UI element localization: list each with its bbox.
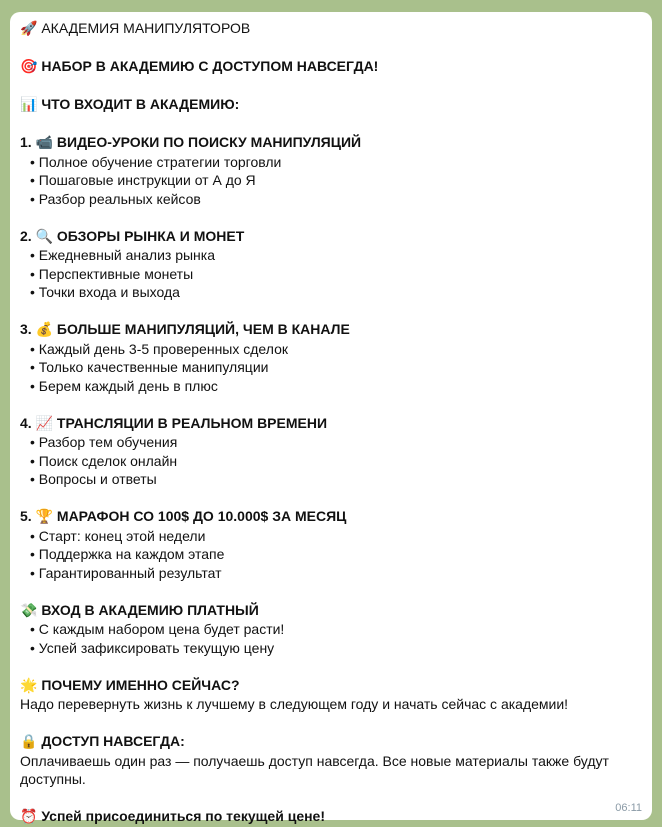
list-item: • Точки входа и выхода (20, 283, 640, 302)
list-item: • Берем каждый день в плюс (20, 377, 640, 396)
lock-icon: 🔒 (20, 734, 38, 750)
message-bubble[interactable] (10, 12, 652, 825)
section-title: БОЛЬШЕ МАНИПУЛЯЦИЙ, ЧЕМ В КАНАЛЕ (56, 321, 350, 337)
section-heading (20, 414, 640, 434)
chart-icon: 📊 (20, 97, 38, 113)
list-item: • Только качественные манипуляции (20, 358, 640, 377)
list-item: • Разбор тем обучения (20, 433, 640, 452)
title-text: АКАДЕМИЯ МАНИПУЛЯТОРОВ (41, 20, 251, 36)
cta-text: Успей присоединиться по текущей цене! (41, 808, 326, 824)
paid-text: ВХОД В АКАДЕМИЮ ПЛАТНЫЙ (41, 601, 259, 618)
list-item: • Каждый день 3-5 проверенных сделок (20, 340, 640, 359)
section-number: 2. (20, 227, 32, 244)
section-title: ТРАНСЛЯЦИИ В РЕАЛЬНОМ ВРЕМЕНИ (56, 414, 328, 431)
section-number: 1. (20, 134, 32, 150)
list-item: • Вопросы и ответы (20, 470, 640, 489)
section-title: ВИДЕО-УРОКИ ПО ПОИСКУ МАНИПУЛЯЦИЙ (56, 134, 362, 150)
list-item: • Гарантированный результат (20, 564, 640, 583)
promo-line (20, 57, 640, 77)
trophy-icon: 🏆 (35, 509, 54, 525)
section-number: 4. (20, 414, 32, 431)
money-bag-icon: 💰 (35, 322, 54, 338)
section-number: 3. (20, 321, 32, 337)
money-wings-icon: 💸 (20, 602, 38, 619)
list-item: • Успей зафиксировать текущую цену (20, 639, 640, 658)
list-item: • Ежедневный анализ рынка (20, 246, 640, 265)
rocket-icon: 🚀 (20, 21, 38, 37)
list-item: • Разбор реальных кейсов (20, 190, 640, 209)
section-number: 5. (20, 508, 32, 524)
access-heading (20, 732, 640, 752)
why-text: Надо перевернуть жизнь к лучшему в следующем году и начать сейчас с академии! (20, 696, 569, 712)
star-icon: 🌟 (20, 677, 38, 694)
why-heading (20, 676, 640, 696)
promo-text: НАБОР В АКАДЕМИЮ С ДОСТУПОМ НАВСЕГДА! (41, 58, 379, 74)
list-item: • Поиск сделок онлайн (20, 452, 640, 471)
section-heading (20, 133, 640, 153)
list-item: • Перспективные монеты (20, 265, 640, 284)
section-heading (20, 320, 640, 340)
list-item: • Старт: конец этой недели (20, 527, 640, 546)
paid-heading (20, 601, 640, 621)
why-title: ПОЧЕМУ ИМЕННО СЕЙЧАС? (41, 676, 240, 693)
list-item: • С каждым набором цена будет расти! (20, 620, 640, 639)
magnifier-icon: 🔍 (35, 228, 54, 245)
section-title: МАРАФОН СО 100$ ДО 10.000$ ЗА МЕСЯЦ (56, 508, 347, 524)
trending-up-icon: 📈 (35, 415, 54, 432)
message-time: 06:11 (615, 802, 642, 814)
includes-heading (20, 95, 640, 115)
list-item: • Поддержка на каждом этапе (20, 545, 640, 564)
section-heading (20, 507, 640, 527)
alarm-clock-icon: ⏰ (20, 809, 38, 825)
section-title: ОБЗОРЫ РЫНКА И МОНЕТ (56, 227, 245, 244)
section-heading (20, 227, 640, 247)
target-icon: 🎯 (20, 59, 38, 75)
access-title: ДОСТУП НАВСЕГДА: (41, 733, 185, 749)
video-camera-icon: 📹 (35, 135, 54, 151)
list-item: • Пошаговые инструкции от А до Я (20, 171, 640, 190)
list-item: • Полное обучение стратегии торговли (20, 153, 640, 172)
access-text: Оплачиваешь один раз — получаешь доступ навсегда. Все новые материалы также будут доступны. (20, 752, 609, 787)
message-title (20, 19, 640, 39)
includes-text: ЧТО ВХОДИТ В АКАДЕМИЮ: (41, 96, 240, 112)
